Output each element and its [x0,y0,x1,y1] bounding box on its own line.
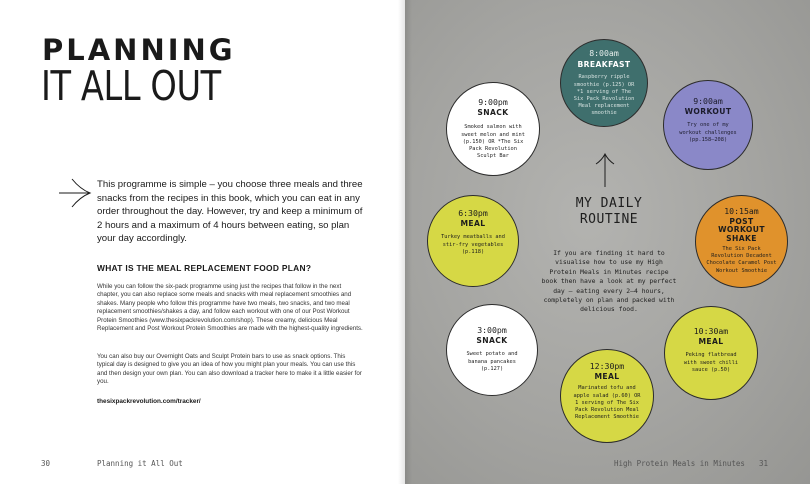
circle-meal-label: WORKOUT [684,107,732,117]
circle-snack-900 [446,82,540,176]
running-head-right: High Protein Meals in Minutes [614,459,745,468]
circle-time: 9:00pm [478,97,508,107]
circle-meal-1230 [560,349,654,443]
body-paragraph-1: While you can follow the six-pack programme using just the recipes that follow in the next chapter, you can also replace some meals and snacks with meal replacement smoothies and shakes. Many people who follow this programme have two meals, two snacks, and two meal replacement smoothies/shakes a day, and follow each workout with one of our Post Workout Protein Smoothies (www.thesixpackrevolution.com/shop). These creamy, delicious Meal Replacement and Post Workout Protein Smoothies are made with the highest-quality ingredients. [97,283,363,333]
page-title-line-1: PLANNING [42,33,236,67]
circle-meal-label: BREAKFAST [577,60,631,70]
circle-time: 12:30pm [589,361,625,371]
circle-meal-label: POST WORKOUT SHAKE [718,217,765,243]
circle-meal-label: SNACK [477,108,509,118]
arrow-right-icon [58,176,92,210]
circle-meal-label: SNACK [476,336,508,346]
book-gutter [398,0,412,484]
circle-time: 6:30pm [458,208,488,218]
circle-post-workout-shake [695,195,788,288]
circle-description: Raspberry ripple smoothie (p.125) OR *1 serving of The Six Pack Revolution Meal replacement smoothie [573,74,635,117]
circle-snack-300 [446,304,538,396]
circle-workout [663,80,753,170]
page-number-right: 31 [759,459,769,468]
circle-meal-630 [427,195,519,287]
page-title-line-2: IT ALL OUT [41,62,221,110]
running-head-left: Planning it All Out [97,459,183,468]
routine-title: MY DAILY ROUTINE [575,196,643,227]
circle-description: Sweet potato and banana pancakes (p.127) [466,351,518,372]
circle-breakfast [560,39,648,127]
circle-meal-label: MEAL [698,337,724,347]
circle-description: Turkey meatballs and stir-fry vegetables (p.118) [441,234,505,255]
circle-time: 8:00am [589,48,619,58]
circle-time: 10:30am [693,326,729,336]
circle-description: Smoked salmon with sweet melon and mint (p.150) OR *The Six Pack Revolution Sculpt Bar [461,124,525,160]
circle-meal-label: MEAL [460,219,486,229]
arrow-up-icon [594,152,616,188]
circle-time: 10:15am [724,206,759,216]
circle-description: Try one of my workout challenges (pp.158–208) [679,122,737,143]
page-number-left: 30 [41,459,51,468]
circle-description: Peking flatbread with sweet chilli sauce (p.50) [683,352,739,373]
circle-description: The Six Pack Revolution Decadent Chocolate Caramel Post Workout Smoothie [706,246,777,274]
circle-time: 9:00am [693,96,723,106]
section-subheading: WHAT IS THE MEAL REPLACEMENT FOOD PLAN? [97,263,312,273]
circle-description: Marinated tofu and apple salad (p.60) OR 1 serving of The Six Pack Revolution Meal Replacement Smoothie [573,385,641,421]
body-paragraph-2: You can also buy our Overnight Oats and Sculpt Protein bars to use as snack options. This typical day is designed to give you an idea of how you might plan your meals. You can use this and then design your own plan. You can also download a tracker here to make it a little easier for you. [97,353,362,386]
tracker-link[interactable]: thesixpackrevolution.com/tracker/ [97,398,201,405]
routine-description: If you are finding it hard to visualise how to use my High Protein Meals in Minutes recipe book then have a look at my perfect day – eating every 2–4 hours, completely on plan and packed with delicious food. [541,249,677,314]
intro-paragraph: This programme is simple – you choose three meals and three snacks from the recipes in this book, which you can eat in any order throughout the day. However, try and keep a minimum of 2 hours and a maximum of 4 hours between eating, so plan your day accordingly. [97,179,363,245]
circle-meal-label: MEAL [594,372,620,382]
circle-meal-1030 [664,306,758,400]
circle-time: 3:00pm [477,325,507,335]
